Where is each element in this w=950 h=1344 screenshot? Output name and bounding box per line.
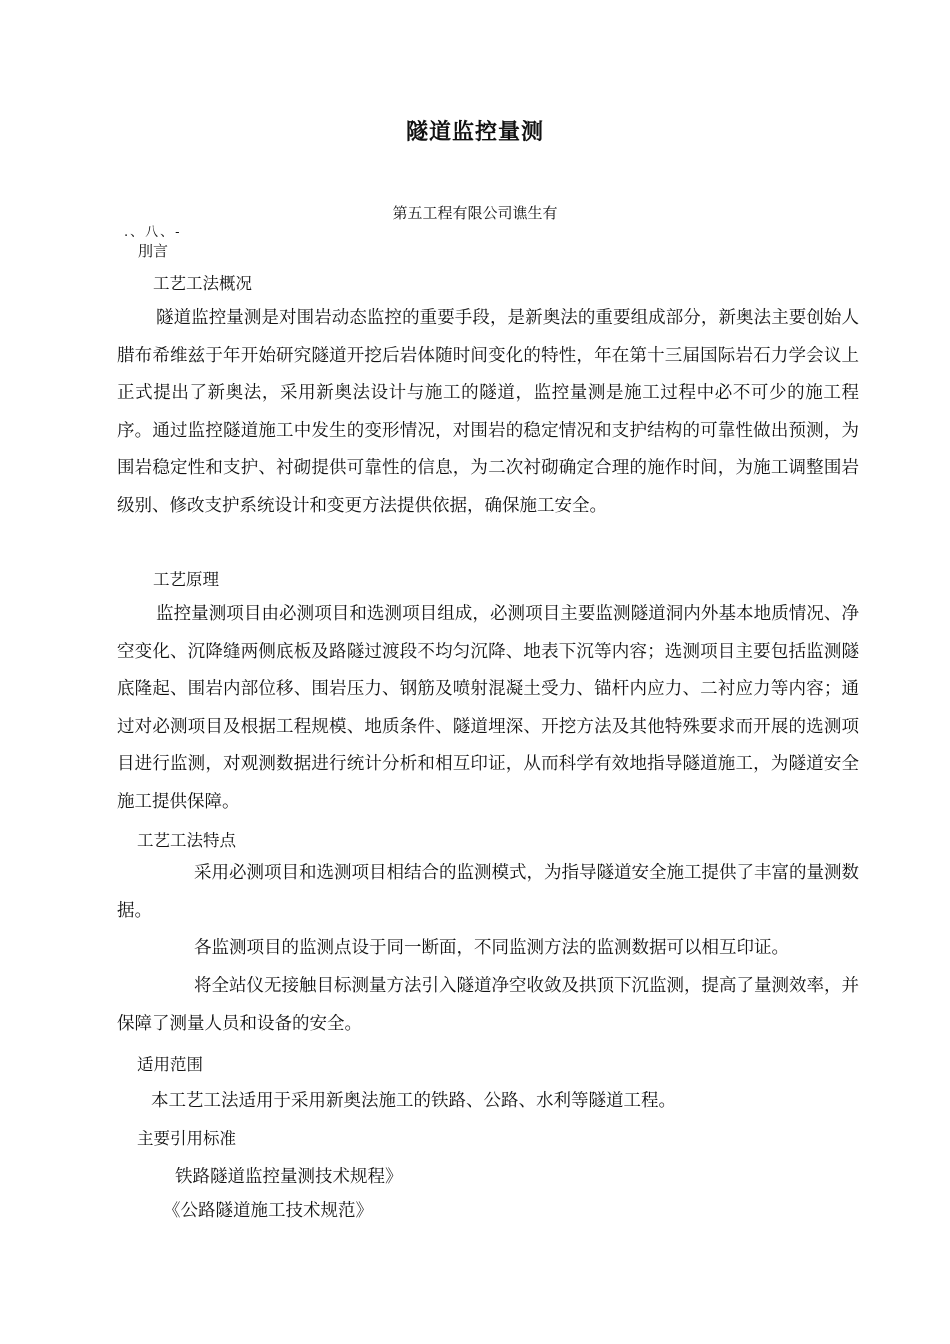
paragraph-scope: 本工艺工法适用于采用新奥法施工的铁路、公路、水利等隧道工程。 — [151, 1091, 676, 1111]
section-heading-overview: 工艺工法概况 — [153, 274, 252, 293]
section-heading-features: 工艺工法特点 — [137, 831, 236, 850]
page-title: 隧道监控量测 — [405, 120, 544, 145]
paragraph-principle: 监控量测项目由必测项目和选测项目组成，必测项目主要监测隧道洞内外基本地质情况、净空变化、沉降缝两侧底板及路隧过渡段不均匀沉降、地表下沉等内容；选测项目主要包括监测隧底隆起、围岩内部位移、围岩压力、钢筋及喷射混凝土受力、锚杆内应力、二衬应力等内容；通过对必测项目及根据工程规模、地质条件、隧道埋深、开挖方法及其他特殊要求而开展的选测项目进行监测，对观测数据进行统计分析和相互印证，从而科学有效地指导隧道施工，为隧道安全施工提供保障。 — [117, 604, 859, 812]
garbled-mark: .、八、- — [124, 225, 182, 240]
section-heading-standards: 主要引用标准 — [137, 1129, 236, 1148]
author-line: 第五工程有限公司谯生有 — [392, 204, 558, 222]
paragraph-overview: 隧道监控量测是对围岩动态监控的重要手段，是新奥法的重要组成部分，新奥法主要创始人腊布希维兹于年开始研究隧道开挖后岩体随时间变化的特性，年在第十三届国际岩石力学会议上正式提出了新奥法，采用新奥法设计与施工的隧道，监控量测是施工过程中必不可少的施工程序。通过监控隧道施工中发生的变形情况，对围岩的稳定情况和支护结构的可靠性做出预测，为围岩稳定性和支护、衬砌提供可靠性的信息，为二次衬砌确定合理的施作时间，为施工调整围岩级别、修改支护系统设计和变更方法提供依据，确保施工安全。 — [117, 308, 859, 516]
feature-item: 采用必测项目和选测项目相结合的监测模式，为指导隧道安全施工提供了丰富的量测数据。 — [117, 863, 859, 921]
preface-label: 刖言 — [138, 242, 169, 260]
section-heading-principle: 工艺原理 — [153, 570, 219, 589]
standard-item: 《公路隧道施工技术规范》 — [163, 1201, 373, 1221]
feature-item: 将全站仪无接触目标测量方法引入隧道净空收敛及拱顶下沉监测，提高了量测效率，并保障了测量人员和设备的安全。 — [117, 976, 859, 1034]
section-heading-scope: 适用范围 — [137, 1055, 203, 1074]
feature-item: 各监测项目的监测点设于同一断面，不同监测方法的监测数据可以相互印证。 — [194, 938, 789, 958]
standard-item: 铁路隧道监控量测技术规程》 — [175, 1167, 403, 1187]
